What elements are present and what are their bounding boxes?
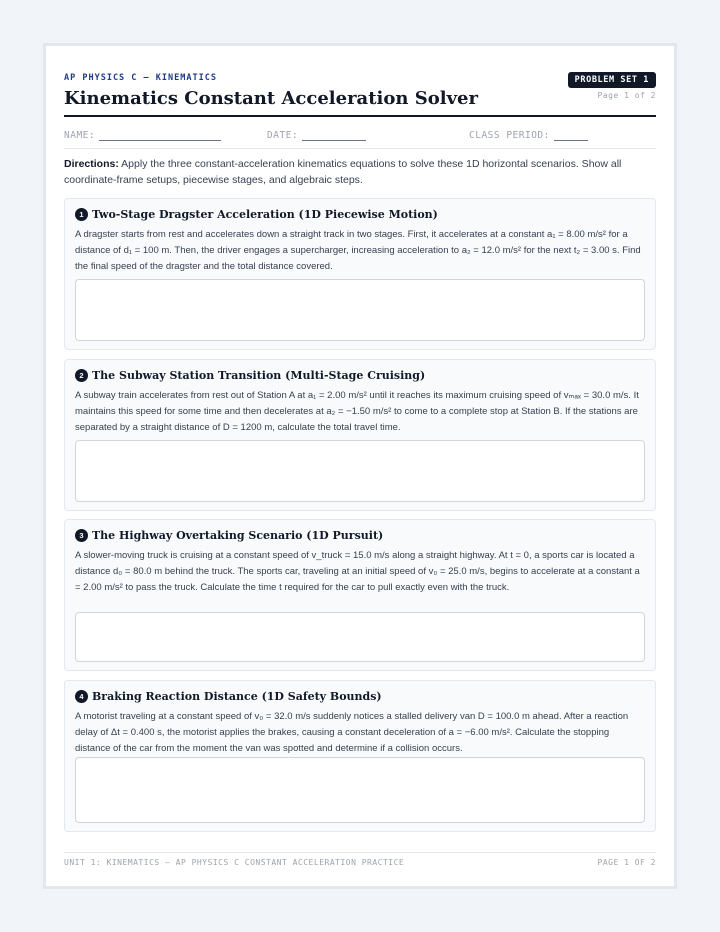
date-field[interactable] [267, 130, 366, 141]
problem-text: A motorist traveling at a constant speed of v₀ = 32.0 m/s suddenly notices a stalled delivery van D = 100.0 m ahead. After a reaction delay of Δt = 0.400 s, the motorist applies the brakes, causing a constant deceleration of a = −6.00 m/s². Calculate the stopping distance of the car from the moment the van was spotted and determine if a collision occurs. [75, 711, 629, 754]
problem-card [64, 359, 656, 511]
problem-text: A slower-moving truck is cruising at a constant speed of v_truck = 15.0 m/s along a straight highway. At t = 0, a sports car is located a distance d₀ = 80.0 m behind the truck. The sports car, traveling at an initial speed of v₀ = 25.0 m/s, begins to accelerate at a constant a = 2.00 m/s² to pass the truck. Calculate the time t required for the car to pull exactly even with the truck. [75, 550, 640, 593]
footer-divider [64, 852, 656, 853]
name-field[interactable] [64, 130, 221, 141]
class-period-field[interactable] [469, 130, 588, 141]
problem-title: The Subway Station Transition (Multi-Stage Cruising) [92, 369, 426, 382]
problem-header [75, 369, 425, 382]
problem-title: Two-Stage Dragster Acceleration (1D Piecewise Motion) [92, 208, 438, 221]
directions [64, 156, 656, 188]
problem-header [75, 690, 382, 703]
problem-number: 3 [75, 529, 88, 542]
problem-number: 2 [75, 369, 88, 382]
problem-number: 4 [75, 690, 88, 703]
answer-box[interactable] [75, 757, 645, 823]
title-divider [64, 115, 656, 117]
course-label: AP PHYSICS C — KINEMATICS [64, 73, 217, 83]
problem-header [75, 529, 383, 542]
problem-header [75, 208, 438, 221]
problem-card [64, 198, 656, 350]
name-blank[interactable] [99, 130, 221, 141]
class-period-blank[interactable] [554, 130, 588, 141]
worksheet-page [43, 43, 677, 889]
footer-page-label: PAGE 1 OF 2 [597, 858, 656, 867]
problem-title: Braking Reaction Distance (1D Safety Bounds) [92, 690, 382, 703]
directions-text: Apply the three constant-acceleration kinematics equations to solve these 1D horizontal scenarios. Show all coordinate-frame setups, piecewise stages, and algebraic steps. [64, 158, 622, 186]
problem-text: A dragster starts from rest and accelerates down a straight track in two stages. First, it accelerates at a constant a₁ = 8.00 m/s² for a distance of d₁ = 100 m. Then, the driver engages a supercharger, increasing acceleration to a₂ = 12.0 m/s² for the next t₂ = 3.00 s. Find the final speed of the dragster and the total distance covered. [75, 229, 641, 272]
problem-text: A subway train accelerates from rest out of Station A at a₁ = 2.00 m/s² until it reaches its maximum cruising speed of vₘₐₓ = 30.0 m/s. It maintains this speed for some time and then decelerates at a₂ = −1.50 m/s² to come to a complete stop at Station B. If the stations are separated by a straight distance of D = 1200 m, calculate the total travel time. [75, 390, 639, 433]
problem-title: The Highway Overtaking Scenario (1D Pursuit) [92, 529, 384, 542]
name-label: NAME: [64, 130, 96, 141]
footer-unit-label: UNIT 1: KINEMATICS — AP PHYSICS C CONSTANT ACCELERATION PRACTICE [64, 858, 405, 867]
student-info-row [64, 128, 656, 149]
problem-card [64, 680, 656, 832]
problem-number: 1 [75, 208, 88, 221]
page-title: Kinematics Constant Acceleration Solver [64, 88, 478, 109]
answer-box[interactable] [75, 440, 645, 502]
date-blank[interactable] [302, 130, 366, 141]
directions-label: Directions: [64, 158, 119, 170]
problem-card [64, 519, 656, 671]
page-indicator: Page 1 of 2 [597, 91, 656, 100]
answer-box[interactable] [75, 279, 645, 341]
class-period-label: CLASS PERIOD: [469, 130, 550, 141]
problem-set-badge: PROBLEM SET 1 [568, 72, 656, 88]
date-label: DATE: [267, 130, 299, 141]
answer-box[interactable] [75, 612, 645, 662]
